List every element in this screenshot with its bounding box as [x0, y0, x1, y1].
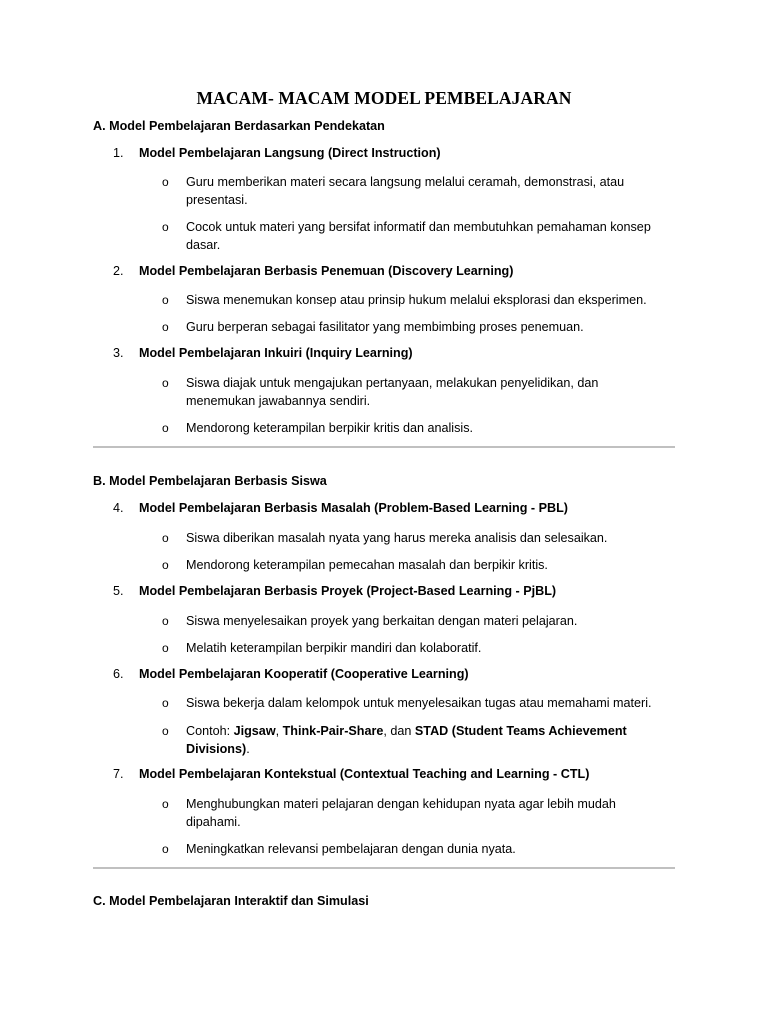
section-b-heading: B. Model Pembelajaran Berbasis Siswa: [93, 474, 327, 488]
bullet-marker: o: [162, 797, 169, 811]
section-a-heading: A. Model Pembelajaran Berdasarkan Pendekatan: [93, 119, 385, 133]
item-number: 2.: [113, 264, 124, 278]
item-number: 1.: [113, 146, 124, 160]
bullet-marker: o: [162, 376, 169, 390]
section-c-heading: C. Model Pembelajaran Interaktif dan Simulasi: [93, 894, 369, 908]
bullet-marker: o: [162, 558, 169, 572]
bullet-1-1: o Guru memberikan materi secara langsung melalui ceramah, demonstrasi, atau presentasi.: [162, 175, 625, 207]
bullet-marker: o: [162, 842, 169, 856]
bullet-4-2: o Mendorong keterampilan pemecahan masalah dan berpikir kritis.: [162, 558, 548, 572]
bullet-4-1: o Siswa diberikan masalah nyata yang harus mereka analisis dan selesaikan.: [162, 531, 608, 545]
bullet-5-2: o Melatih keterampilan berpikir mandiri dan kolaboratif.: [162, 641, 482, 655]
bullet-1-2: o Cocok untuk materi yang bersifat informatif dan membutuhkan pemahaman konsep dasar.: [162, 220, 651, 252]
bullet-3-1: o Siswa diajak untuk mengajukan pertanyaan, melakukan penyelidikan, dan menemukan jawabannya sendiri.: [162, 376, 599, 408]
item-number: 4.: [113, 501, 124, 515]
bullet-marker: o: [162, 614, 169, 628]
bullet-marker: o: [162, 696, 169, 710]
bullet-marker: o: [162, 175, 169, 189]
item-label: Model Pembelajaran Berbasis Proyek (Project-Based Learning - PjBL): [139, 584, 557, 598]
item-6: [113, 667, 673, 681]
bullet-7-1: o Menghubungkan materi pelajaran dengan kehidupan nyata agar lebih mudah dipahami.: [162, 797, 616, 829]
item-number: 7.: [113, 767, 124, 781]
item-label: Model Pembelajaran Langsung (Direct Instruction): [139, 146, 441, 160]
section-divider: [93, 446, 675, 448]
section-divider: [93, 867, 675, 869]
item-label: Model Pembelajaran Berbasis Penemuan (Discovery Learning): [139, 264, 514, 278]
bullet-marker: o: [162, 320, 169, 334]
bullet-2-1: o Siswa menemukan konsep atau prinsip hukum melalui eksplorasi dan eksperimen.: [162, 293, 647, 307]
example-text: Contoh: Jigsaw, Think-Pair-Share, dan STAD (Student Teams Achievement Divisions).: [186, 724, 627, 756]
item-label: Model Pembelajaran Berbasis Masalah (Problem-Based Learning - PBL): [139, 501, 569, 515]
bullet-marker: o: [162, 531, 169, 545]
bullet-marker: o: [162, 293, 169, 307]
example-jigsaw: Jigsaw: [233, 724, 276, 738]
item-7: [113, 767, 673, 781]
item-label: Model Pembelajaran Kooperatif (Cooperative Learning): [139, 667, 469, 681]
item-3: [113, 346, 673, 360]
bullet-marker: o: [162, 641, 169, 655]
bullet-2-2: o Guru berperan sebagai fasilitator yang membimbing proses penemuan.: [162, 320, 584, 334]
item-4: [113, 501, 673, 515]
example-think-pair-share: Think-Pair-Share: [282, 724, 384, 738]
item-2: [113, 264, 673, 278]
bullet-5-1: o Siswa menyelesaikan proyek yang berkaitan dengan materi pelajaran.: [162, 614, 578, 628]
bullet-marker: o: [162, 421, 169, 435]
item-1: [113, 146, 673, 160]
bullet-3-2: o Mendorong keterampilan berpikir kritis dan analisis.: [162, 421, 473, 435]
bullet-7-2: o Meningkatkan relevansi pembelajaran dengan dunia nyata.: [162, 842, 516, 856]
item-label: Model Pembelajaran Kontekstual (Contextual Teaching and Learning - CTL): [139, 767, 590, 781]
example-stad: STAD (Student Teams Achievement Divisions): [186, 724, 627, 756]
item-number: 3.: [113, 346, 124, 360]
bullet-6-1: o Siswa bekerja dalam kelompok untuk menyelesaikan tugas atau memahami materi.: [162, 696, 652, 710]
item-number: 6.: [113, 667, 124, 681]
document-title: MACAM- MACAM MODEL PEMBELAJARAN: [196, 88, 572, 108]
bullet-marker: o: [162, 724, 169, 738]
item-number: 5.: [113, 584, 124, 598]
item-label: Model Pembelajaran Inkuiri (Inquiry Learning): [139, 346, 413, 360]
item-5: [113, 584, 673, 598]
bullet-marker: o: [162, 220, 169, 234]
bullet-6-2: [162, 722, 670, 758]
